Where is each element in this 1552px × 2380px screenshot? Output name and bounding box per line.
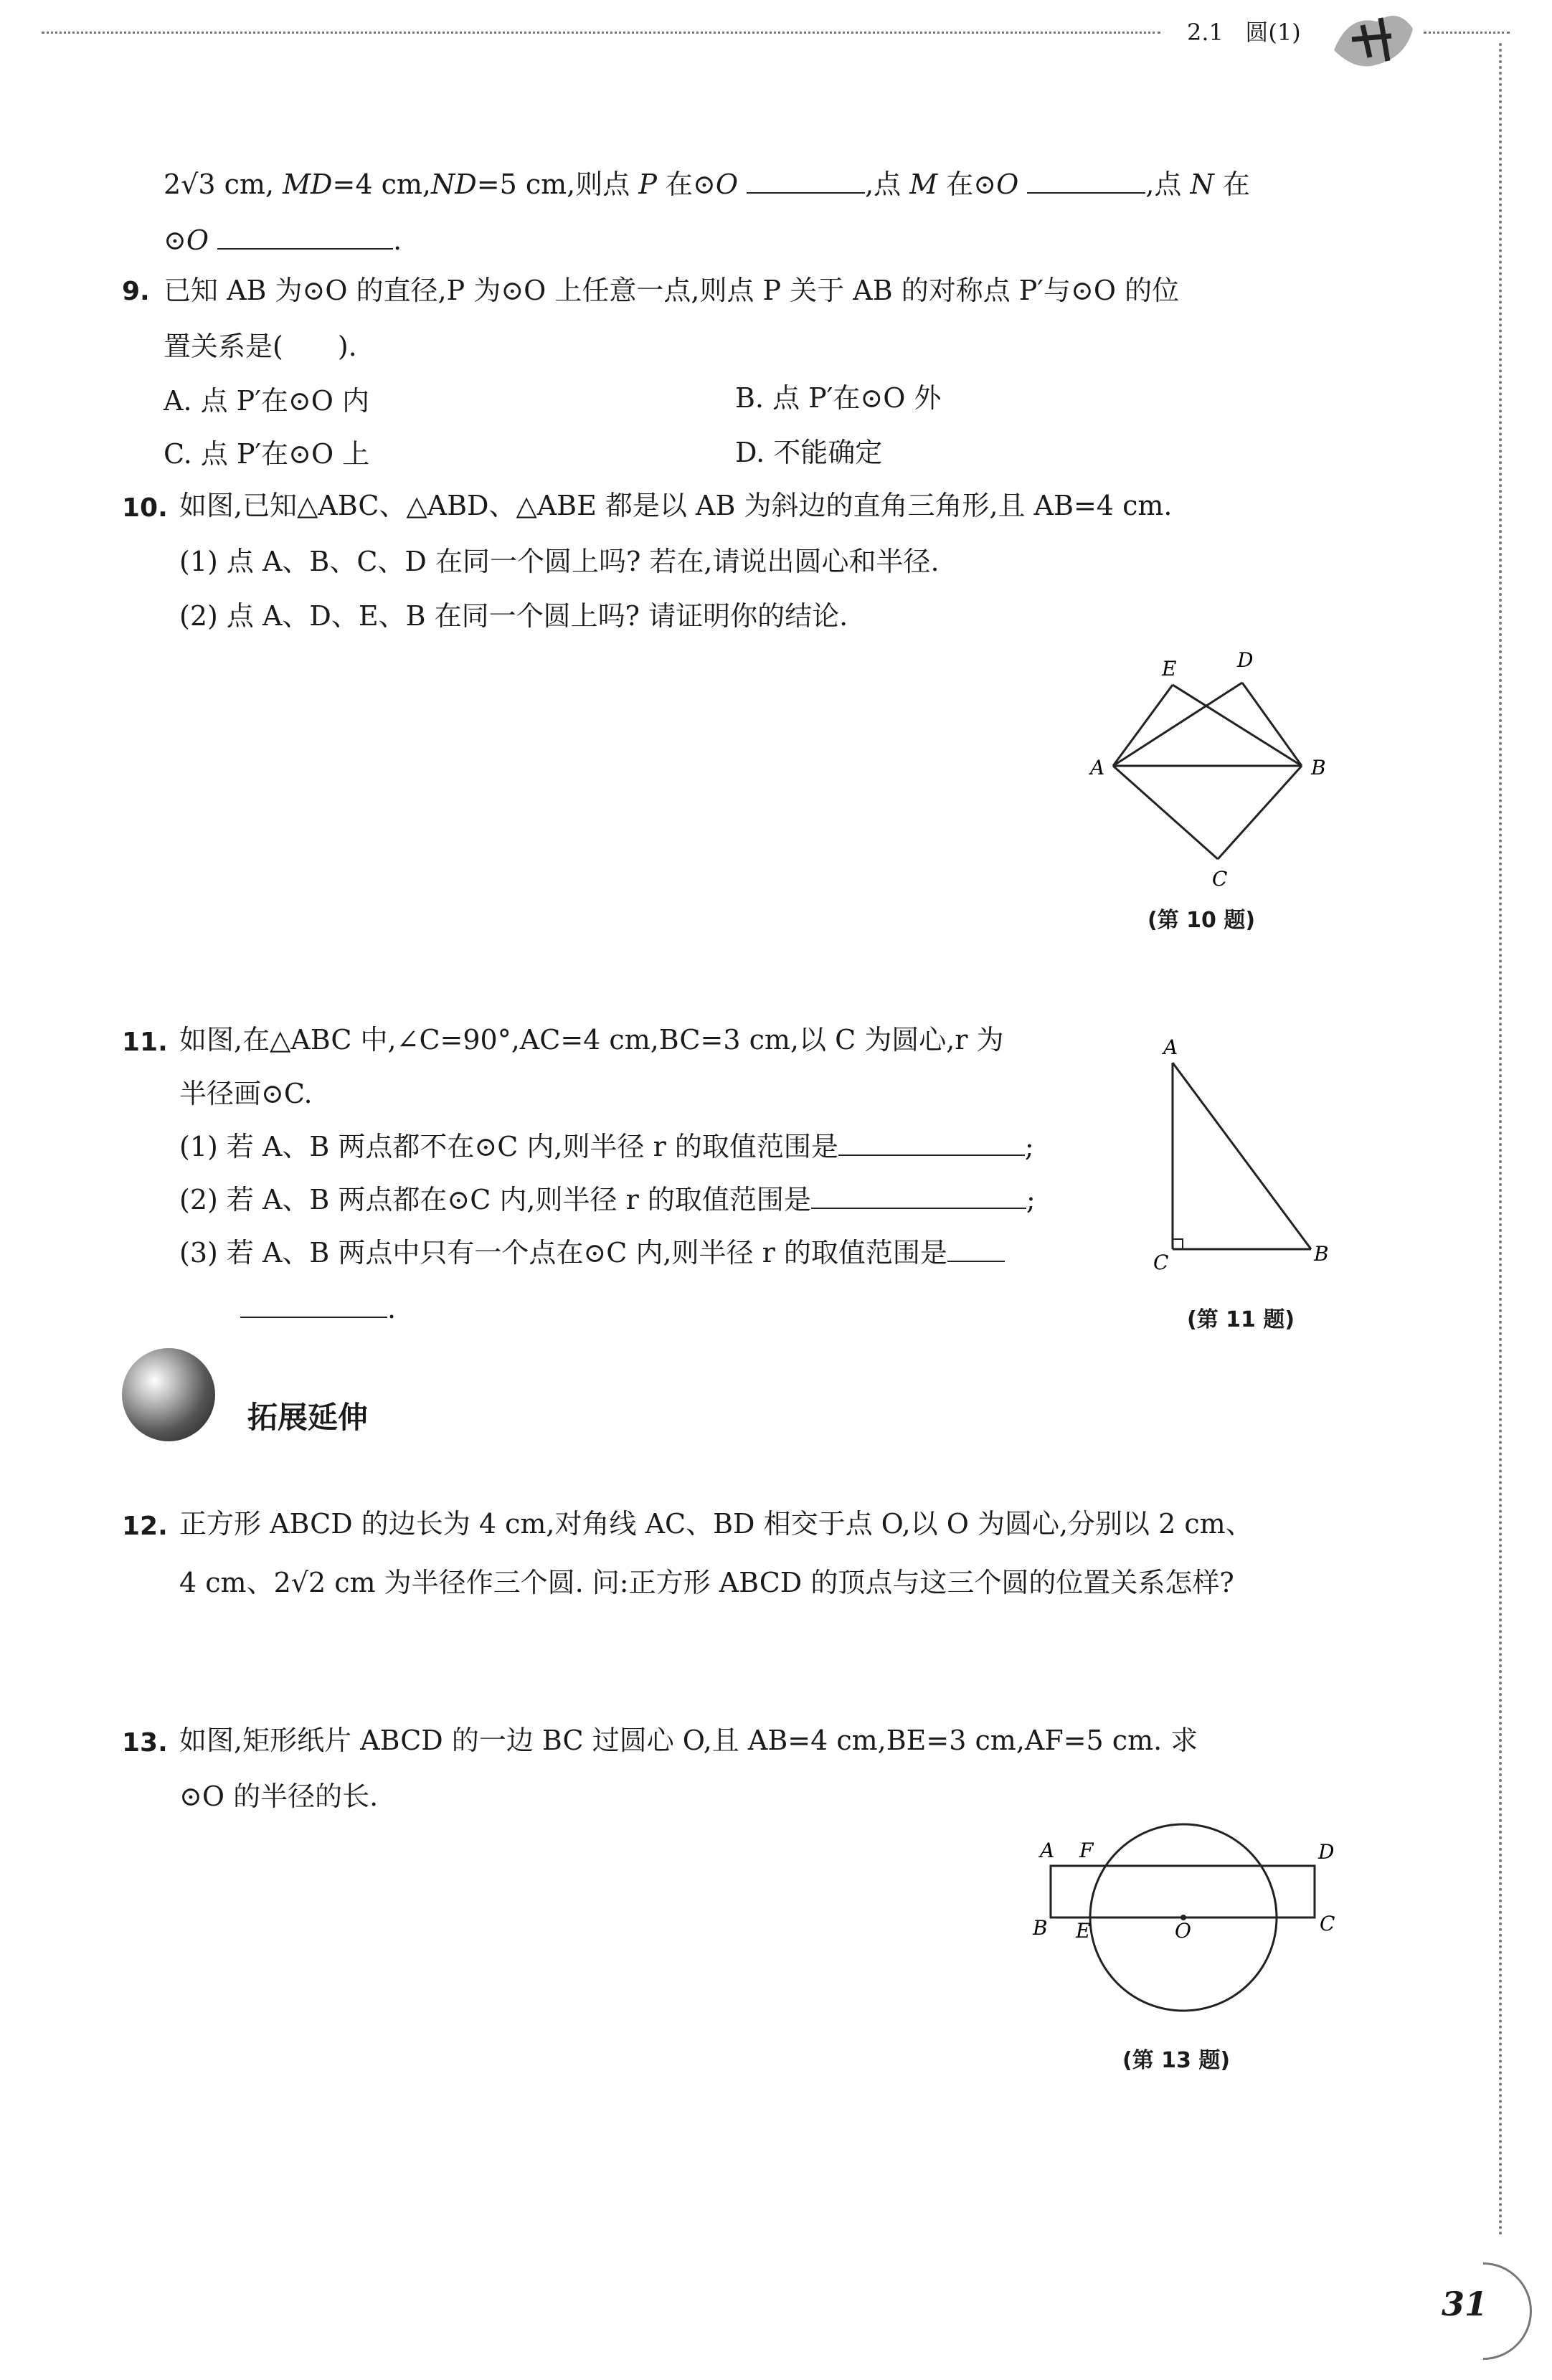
label-o: O	[1175, 1919, 1191, 1943]
section-title: 拓展延伸	[247, 1400, 369, 1435]
q9-option-c: C. 点 P′在⊙O 上	[164, 438, 370, 470]
q12-number: 12.	[122, 1512, 168, 1541]
label-d: D	[1237, 648, 1254, 672]
q8-line1: 2√3 cm, MD=4 cm,ND=5 cm,则点 P 在⊙O ,点 M 在⊙O ,点 N 在	[164, 169, 1250, 200]
answer-blank[interactable]	[947, 1239, 1005, 1262]
q13-line1: 如图,矩形纸片 ABCD 的一边 BC 过圆心 O,且 AB=4 cm,BE=3 cm,AF=5 cm. 求	[179, 1725, 1198, 1756]
label-e: E	[1076, 1919, 1091, 1943]
answer-blank[interactable]	[217, 227, 393, 250]
label-b: B	[1033, 1916, 1048, 1940]
segment-ab	[1173, 1063, 1311, 1249]
answer-blank[interactable]	[240, 1295, 387, 1318]
q11-sub3: (3) 若 A、B 两点中只有一个点在⊙C 内,则半径 r 的取值范围是	[179, 1235, 1005, 1271]
q9-number: 9.	[122, 277, 150, 306]
q11-line1: 如图,在△ABC 中,∠C=90°,AC=4 cm,BC=3 cm,以 C 为圆心,r 为	[179, 1024, 1004, 1056]
label-d: D	[1318, 1840, 1335, 1864]
segment-ae	[1113, 685, 1173, 766]
segment-eb	[1173, 685, 1302, 766]
q9-line2: 置关系是( ).	[164, 331, 357, 362]
label-f: F	[1079, 1839, 1094, 1862]
q10-figure	[1083, 638, 1370, 896]
label-a: A	[1040, 1839, 1055, 1862]
q11-sub1: (1) 若 A、B 两点都不在⊙C 内,则半径 r 的取值范围是 ;	[179, 1131, 1034, 1162]
q13-line2: ⊙O 的半径的长.	[179, 1781, 379, 1812]
label-a: A	[1090, 756, 1105, 779]
q13-figure	[1026, 1821, 1355, 2022]
q12-line1: 正方形 ABCD 的边长为 4 cm,对角线 AC、BD 相交于点 O,以 O 为圆心,分别以 2 cm、	[179, 1508, 1253, 1540]
q9-option-a: A. 点 P′在⊙O 内	[164, 385, 369, 417]
q10-number: 10.	[122, 493, 168, 523]
answer-blank[interactable]	[811, 1186, 1026, 1209]
q10-sub2: (2) 点 A、D、E、B 在同一个圆上吗? 请证明你的结论.	[179, 600, 848, 632]
q11-caption: (第 11 题)	[1187, 1307, 1295, 1332]
q11-sub3-cont: .	[240, 1291, 396, 1327]
page-number: 31	[1442, 2285, 1488, 2323]
segment-ad	[1113, 683, 1242, 766]
q10-caption: (第 10 题)	[1148, 908, 1256, 933]
label-c: C	[1212, 867, 1228, 891]
header-ornament-icon	[1320, 0, 1427, 79]
q8-line2: ⊙O .	[164, 224, 402, 256]
answer-blank[interactable]	[1027, 171, 1145, 194]
q12-line2: 4 cm、2√2 cm 为半径作三个圆. 问:正方形 ABCD 的顶点与这三个圆的位置关系怎样?	[179, 1567, 1234, 1598]
q11-line2: 半径画⊙C.	[179, 1078, 313, 1109]
label-b: B	[1314, 1242, 1329, 1266]
label-c: C	[1153, 1251, 1169, 1274]
segment-cb	[1218, 766, 1302, 859]
label-e: E	[1162, 657, 1177, 681]
segment-ac	[1113, 766, 1218, 859]
q9-option-b: B. 点 P′在⊙O 外	[735, 382, 942, 414]
q9-line1: 已知 AB 为⊙O 的直径,P 为⊙O 上任意一点,则点 P 关于 AB 的对称点 P′与⊙O 的位	[164, 275, 1180, 306]
right-angle-mark	[1173, 1239, 1183, 1249]
q11-sub2: (2) 若 A、B 两点都在⊙C 内,则半径 r 的取值范围是 ;	[179, 1184, 1036, 1215]
q11-figure	[1148, 1033, 1348, 1276]
section-globe-icon	[122, 1348, 215, 1441]
q13-number: 13.	[122, 1728, 168, 1758]
header-section: 2.1 圆(1)	[1187, 19, 1301, 46]
q10-line1: 如图,已知△ABC、△ABD、△ABE 都是以 AB 为斜边的直角三角形,且 AB=4 cm.	[179, 490, 1173, 521]
segment-db	[1242, 683, 1302, 766]
q13-caption: (第 13 题)	[1122, 2048, 1231, 2073]
answer-blank[interactable]	[838, 1133, 1025, 1156]
label-c: C	[1320, 1912, 1335, 1935]
q11-number: 11.	[122, 1028, 168, 1057]
side-rule	[1499, 43, 1502, 2237]
label-b: B	[1311, 756, 1326, 779]
q9-option-d: D. 不能确定	[735, 437, 883, 468]
q10-sub1: (1) 点 A、B、C、D 在同一个圆上吗? 若在,请说出圆心和半径.	[179, 546, 940, 577]
header-rule-right	[1424, 32, 1510, 34]
header-rule	[42, 32, 1160, 34]
answer-blank[interactable]	[747, 171, 865, 194]
label-a: A	[1163, 1035, 1178, 1059]
